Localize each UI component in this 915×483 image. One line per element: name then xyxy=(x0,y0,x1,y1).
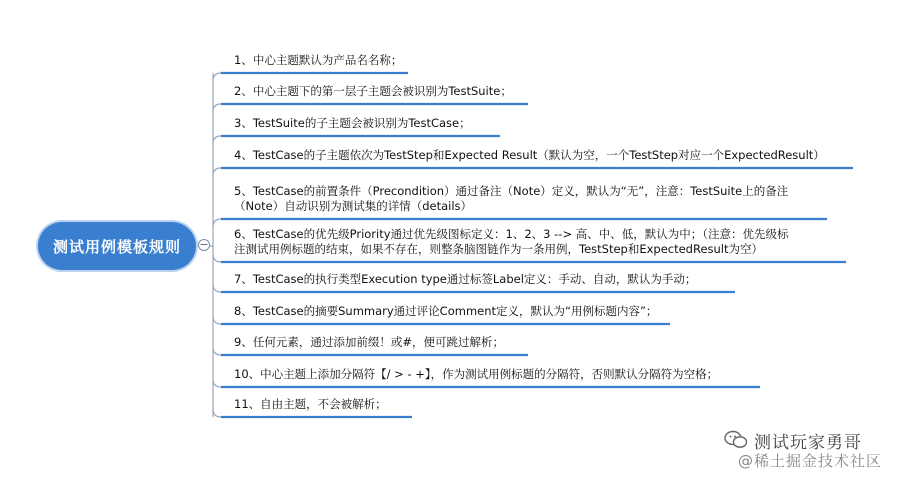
branch-topic-line: 注测试用例标题的结束，如果不存在，则整条脑图链作为一条用例，TestStep和ExpectedResult为空） xyxy=(234,242,764,256)
branch-connector xyxy=(213,136,221,144)
branch-topic[interactable] xyxy=(234,367,718,382)
branch-topic-line: （Note）自动识别为测试集的详情（details） xyxy=(234,199,473,213)
branch-topic-line: 6、TestCase的优先级Priority通过优先级图标定义：1、2、3 --> 高、中、低，默认为中；（注意：优先级标 xyxy=(234,227,789,241)
watermark-site: @稀土掘金技术社区 xyxy=(738,452,883,470)
branch-connector xyxy=(213,219,221,227)
branch-topic-line: 5、TestCase的前置条件（Precondition）通过备注（Note）定义，默认为“无”，注意：TestSuite上的备注 xyxy=(234,184,789,198)
branch-connector xyxy=(213,316,221,324)
branch-topic-line: 1、中心主题默认为产品名名称； xyxy=(234,53,403,67)
branch-topic[interactable] xyxy=(234,116,471,131)
watermark xyxy=(724,428,909,478)
branch-connector xyxy=(213,379,221,387)
branch-topic-line: 7、TestCase的执行类型Execution type通过标签Label定义：手动、自动，默认为手动； xyxy=(234,272,697,286)
wechat-icon xyxy=(724,430,748,450)
central-topic[interactable]: 测试用例模板规则 xyxy=(38,222,196,270)
branch-topic-line: 4、TestCase的子主题依次为TestStep和Expected Result（默认为空，一个TestStep对应一个ExpectedResult） xyxy=(234,148,825,162)
branch-connector xyxy=(213,284,221,292)
branch-connector xyxy=(213,347,221,355)
branch-topic[interactable] xyxy=(234,148,825,163)
branch-topic[interactable] xyxy=(234,335,504,350)
branch-topic[interactable] xyxy=(234,53,402,68)
branch-connector xyxy=(213,254,221,262)
branch-topic-line: 3、TestSuite的子主题会被识别为TestCase； xyxy=(234,116,471,130)
branch-connector xyxy=(213,104,221,112)
branch-topic-line: 10、中心主题上添加分隔符【/ > - +】，作为测试用例标题的分隔符，否则默认分隔符为空格； xyxy=(234,367,719,381)
branch-topic[interactable] xyxy=(234,397,387,412)
branch-topic[interactable] xyxy=(234,227,788,257)
branch-topic-line: 8、TestCase的摘要Summary通过评论Comment定义，默认为“用例标题内容”； xyxy=(234,304,658,318)
branch-connector xyxy=(213,409,221,417)
branch-connector xyxy=(213,73,221,81)
branch-topic[interactable] xyxy=(234,272,696,287)
branch-topic-line: 2、中心主题下的第一层子主题会被识别为TestSuite； xyxy=(234,84,512,98)
branch-topic[interactable] xyxy=(234,184,788,214)
branch-topic[interactable] xyxy=(234,84,512,99)
collapse-toggle[interactable]: − xyxy=(199,238,209,251)
branch-topic-line: 11、自由主题，不会被解析； xyxy=(234,397,387,411)
branch-connector xyxy=(213,168,221,176)
branch-topic-line: 9、任何元素，通过添加前缀！或#，便可跳过解析； xyxy=(234,335,504,349)
watermark-author: 测试玩家勇哥 xyxy=(754,433,862,453)
branch-topic[interactable] xyxy=(234,304,657,319)
